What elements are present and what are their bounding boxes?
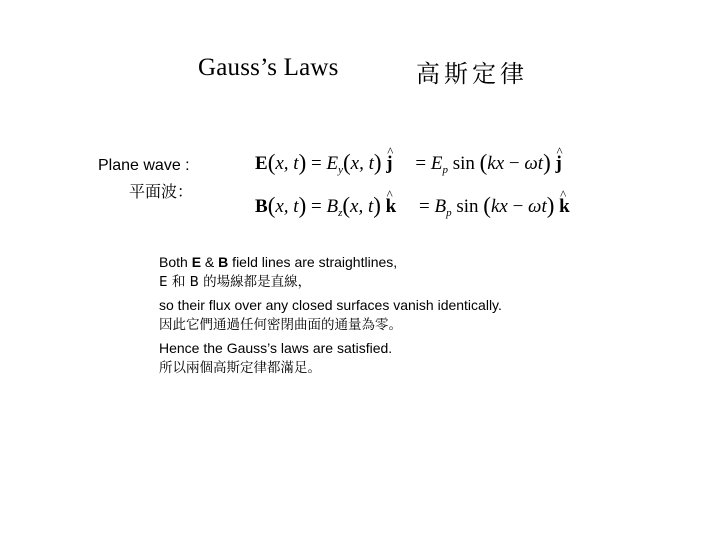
e-field-args: x, t — [275, 153, 299, 174]
statement-1-b: B — [218, 254, 229, 270]
e-field-phase-w: ωt — [524, 153, 544, 174]
title-english: Gauss’s Laws — [198, 54, 339, 81]
plane-wave-label-en: Plane wave : — [98, 157, 190, 174]
statement-1-en-prefix: Both — [159, 254, 192, 270]
e-field-amplitude-sub: p — [442, 164, 448, 176]
unit-vector-j: ^ j — [386, 153, 392, 175]
e-field-function: sin — [452, 153, 475, 174]
statement-1-en — [159, 252, 579, 272]
b-field-function: sin — [456, 196, 479, 217]
title-chinese: 高斯定律 — [416, 60, 528, 88]
statement-2-en: so their flux over any closed surfaces vanish identically. — [159, 297, 502, 313]
b-field-args: x, t — [275, 196, 299, 217]
statement-2 — [159, 295, 579, 335]
statement-1-amp: & — [201, 254, 219, 270]
b-field-phase-k: kx — [490, 196, 508, 217]
b-field-amplitude: B — [434, 196, 447, 217]
statement-3 — [159, 338, 579, 378]
e-field-symbol: E — [255, 153, 268, 174]
b-field-symbol: B — [255, 196, 268, 217]
unit-vector-k: ^ k — [386, 196, 397, 218]
b-field-component-args: x, t — [350, 196, 374, 217]
e-field-equation: E(x, $t) = E_y(x$, t) ^ $j = E_p$ sin (kx − ωt) ^ j — [255, 150, 562, 176]
explanation-text — [159, 252, 579, 381]
b-field-component: B — [326, 196, 339, 217]
e-field-component: E — [326, 153, 339, 174]
b-field-component-sub: z — [338, 207, 343, 219]
e-field-phase-k: kx — [487, 153, 505, 174]
statement-3-zh: 所以兩個高斯定律都滿足。 — [159, 360, 321, 376]
e-field-amplitude: E — [430, 153, 443, 174]
e-field-component-args: x, t — [350, 153, 374, 174]
b-field-amplitude-sub: p — [446, 207, 452, 219]
plane-wave-label-zh: 平面波： — [129, 182, 194, 201]
e-field-component-sub: y — [338, 164, 343, 176]
b-field-phase-w: ωt — [528, 196, 547, 217]
unit-vector-k-rhs: ^ k — [559, 196, 570, 218]
statement-1 — [159, 252, 579, 292]
statement-1-e: E — [191, 254, 202, 270]
statement-1-zh: E 和 B 的場線都是直線， — [159, 274, 312, 290]
statement-3-en: Hence the Gauss’s laws are satisfied. — [159, 340, 393, 356]
unit-vector-j-rhs: ^ j — [556, 153, 562, 175]
statement-1-en-suffix: field lines are straightlines, — [228, 254, 398, 270]
statement-2-zh: 因此它們通過任何密閉曲面的通量為零。 — [159, 317, 402, 333]
b-field-equation: B(x, $t) = B_z(x$, t) ^ $k = B_p$ sin (kx − ωt) ^ k — [255, 193, 570, 219]
